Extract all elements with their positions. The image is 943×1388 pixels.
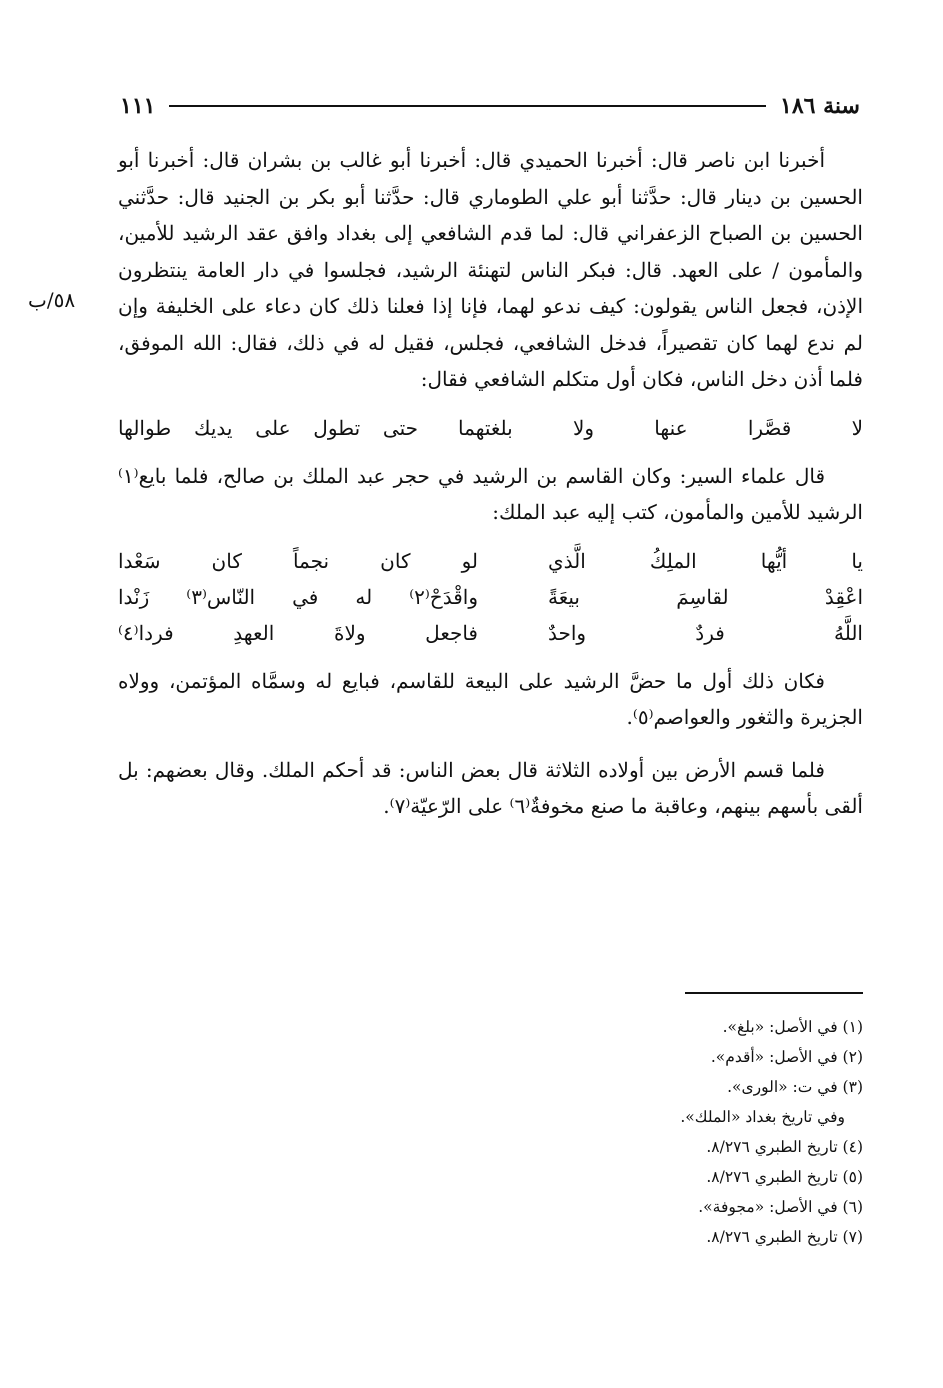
paragraph-4: فلما قسم الأرض بين أولاده الثلاثة قال بعض الناس: قد أحكم الملك. وقال بعضهم: بل ألقى بأسهم بينهم، وعاقبة ما صنع مخوفةٌ⁽٦⁾ على الرّعيّة⁽٧⁾. [118, 757, 863, 818]
paragraph-3: فكان ذلك أول ما حضَّ الرشيد على البيعة للقاسم، فبايع له وسمَّاه المؤتمن، وولاه الجزيرة والثغور والعواصم⁽٥⁾. [118, 668, 863, 729]
verse-second-hemistich: واقْدَحْ⁽٢⁾ له في النّاس⁽٣⁾ زَنْدا [118, 584, 478, 609]
paragraph-2: قال علماء السير: وكان القاسم بن الرشيد في حجر عبد الملك بن صالح، فلما بايع⁽١⁾ الرشيد للأمين والمأمون، كتب إليه عبد الملك: [118, 463, 863, 524]
footnote: (٧) تاريخ الطبري ٨/٢٧٦. [706, 1228, 863, 1246]
page-header [120, 86, 860, 126]
footnote-continuation: وفي تاريخ بغداد «الملك». [680, 1108, 845, 1126]
verse-first-hemistich: لا قصَّرا عنها ولا بلغتهما [458, 415, 863, 440]
footnote: (١) في الأصل: «بلغ». [722, 1018, 863, 1036]
main-text [118, 142, 863, 825]
footnote: (٣) في ت: «الورى». [727, 1078, 863, 1096]
verse-line [118, 615, 863, 651]
manuscript-folio-note: ٥٨/ب [28, 288, 76, 312]
verse-first-hemistich: اللَّهُ فردٌ واحدٌ [548, 620, 863, 645]
footnote: (٦) في الأصل: «مجوفة». [698, 1198, 863, 1216]
verse-second-hemistich: فاجعل ولاةَ العهدِ فردا⁽٤⁾ [118, 620, 478, 645]
verse-second-hemistich: حتى تطول على يديك طوالها [118, 415, 418, 440]
footnote: (٥) تاريخ الطبري ٨/٢٧٦. [706, 1168, 863, 1186]
verse-first-hemistich: يا أيُّها الملِكُ الَّذي [548, 548, 863, 573]
verse-line [118, 410, 863, 446]
footnote: (٢) في الأصل: «أقدم». [710, 1048, 863, 1066]
verse-line [118, 543, 863, 579]
page-number: ١١١ [120, 93, 156, 119]
running-title: سنة ١٨٦ [780, 93, 860, 119]
footnotes [300, 1012, 863, 1252]
verse-second-hemistich: لو كان نجماً كان سَعْدا [118, 548, 478, 573]
paragraph-1: أخبرنا ابن ناصر قال: أخبرنا الحميدي قال: أخبرنا أبو غالب بن بشران قال: أخبرنا أبو الحسين بن دينار قال: حدَّثنا أبو علي الطوماري قال: حدَّثنا أبو بكر بن الجنيد قال: حدَّثني الحسين بن الصباح الزعفراني قال: لما قدم الشافعي إلى بغداد وافق عقد الرشيد للأمين، والمأمون / على العهد. قال: فبكر الناس لتهنئة الرشيد، فجلسوا في دار العامة ينتظرون الإذن، فجعل الناس يقولون: كيف ندعو لهما، فإنا إذا فعلنا ذلك كان دعاء على الخليفة وإن لم ندع لهما كان تقصيراً، فدخل الشافعي، فجلس، فقيل له في ذلك، فقال: الله الموفق، فلما أذن دخل الناس، فكان أول متكلم الشافعي فقال: [118, 148, 863, 391]
verse-line [118, 579, 863, 615]
verse-first-hemistich: اعْقِدْ لقاسِمَ بيعَةً [548, 584, 863, 609]
header-rule [169, 105, 766, 107]
footnote: (٤) تاريخ الطبري ٨/٢٧٦. [706, 1138, 863, 1156]
footnote-rule [685, 992, 863, 994]
